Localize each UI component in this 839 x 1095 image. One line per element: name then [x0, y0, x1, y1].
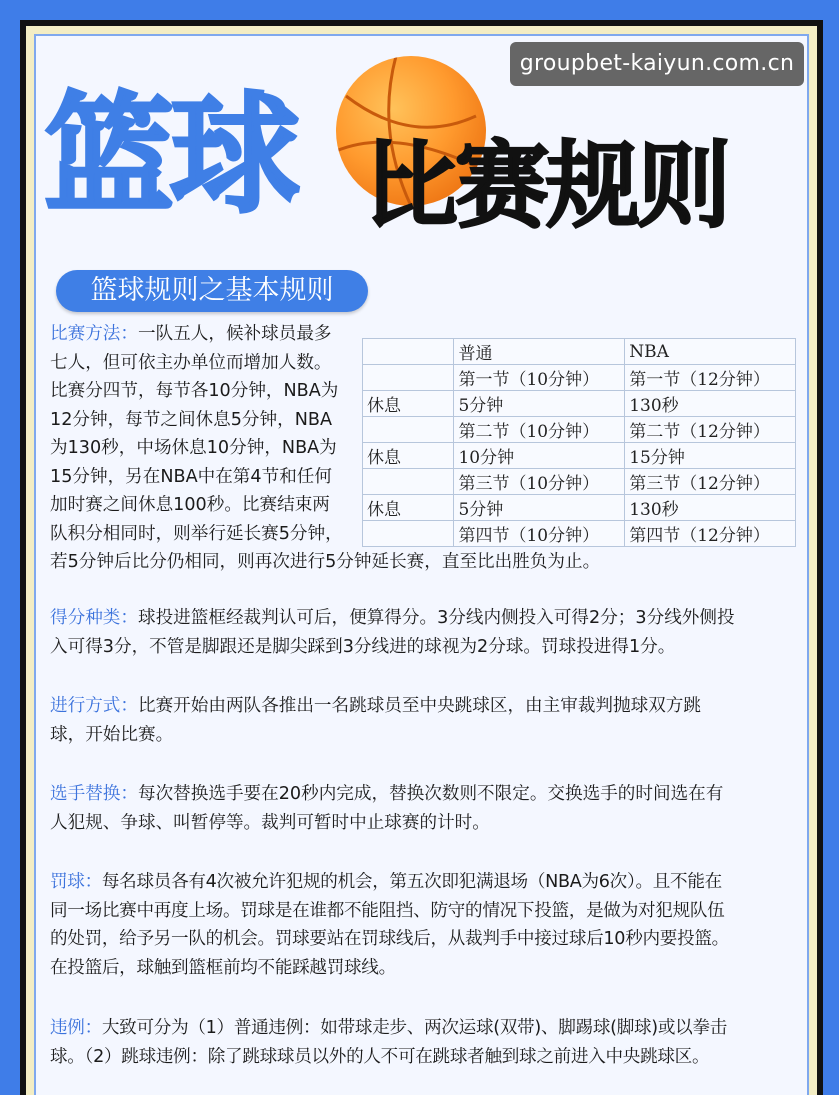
substitution-line: 每次替换选手要在20秒内完成，替换次数则不限定。交换选手的时间选在有 — [137, 784, 724, 804]
table-cell: 130秒 — [625, 495, 796, 521]
table-row — [363, 417, 796, 443]
table-cell — [363, 417, 454, 443]
table-row — [363, 495, 796, 521]
freethrow-paragraph — [50, 868, 809, 982]
section-heading-pill: 篮球规则之基本规则 — [56, 270, 368, 312]
poster-paper — [34, 34, 809, 1095]
violation-label: 违例： — [50, 1018, 102, 1038]
method-label: 比赛方法： — [50, 324, 138, 344]
procedure-line: 球，开始比赛。 — [50, 724, 174, 745]
violation-line: 球。（2）跳球违例：除了跳球球员以外的人不可在跳球者触到球之前进入中央跳球区。 — [50, 1046, 710, 1067]
method-last-line: 若5分钟后比分仍相同，则再次进行5分钟延长赛，直至比出胜负为止。 — [50, 552, 601, 572]
freethrow-line: 在投篮后，球触到篮框前均不能踩越罚球线。 — [50, 957, 396, 978]
table-cell: 15分钟 — [625, 443, 796, 469]
table-cell: 5分钟 — [454, 495, 625, 521]
table-row — [363, 365, 796, 391]
table-cell — [363, 521, 454, 547]
table-cell: 休息 — [363, 495, 454, 521]
table-cell: 第一节（12分钟） — [625, 365, 796, 391]
substitution-label: 选手替换： — [50, 784, 138, 804]
table-cell: 5分钟 — [454, 391, 625, 417]
table-cell: 第二节（12分钟） — [625, 417, 796, 443]
method-line: 为130秒，中场休息10分钟，NBA为 — [50, 438, 337, 458]
table-header-row — [363, 339, 796, 365]
scoring-paragraph — [50, 604, 809, 661]
table-cell: 第四节（10分钟） — [454, 521, 625, 547]
table-cell — [363, 365, 454, 391]
freethrow-line: 每名球员各有4次被允许犯规的机会，第五次即犯满退场（NBA为6次）。且不能在 — [101, 872, 722, 892]
freethrow-line: 的处罚，给予另一队的机会。罚球要站在罚球线后，从裁判手中接过球后10秒内要投篮。 — [50, 929, 729, 949]
procedure-paragraph — [50, 692, 809, 749]
table-cell: NBA — [625, 339, 796, 365]
period-table — [362, 338, 796, 547]
table-cell: 普通 — [454, 339, 625, 365]
procedure-line: 比赛开始由两队各推出一名跳球员至中央跳球区，由主审裁判抛球双方跳 — [137, 696, 701, 716]
method-paragraph — [50, 320, 370, 548]
table-row — [363, 521, 796, 547]
table-row — [363, 443, 796, 469]
substitution-line: 人犯规、争球、叫暂停等。裁判可暂时中止球赛的计时。 — [50, 812, 490, 833]
table-cell: 第二节（10分钟） — [454, 417, 625, 443]
table-cell: 10分钟 — [454, 443, 625, 469]
table-cell: 第三节（12分钟） — [625, 469, 796, 495]
table-cell: 休息 — [363, 443, 454, 469]
table-cell: 第四节（12分钟） — [625, 521, 796, 547]
freethrow-line: 同一场比赛中再度上场。罚球是在谁都不能阻挡、防守的情况下投篮，是做为对犯规队伍 — [50, 900, 725, 921]
scoring-line: 球投进篮框经裁判认可后，便算得分。3分线内侧投入可得2分；3分线外侧投 — [137, 608, 735, 628]
scoring-line: 入可得3分，不管是脚跟还是脚尖踩到3分线进的球视为2分球。罚球投进得1分。 — [50, 636, 676, 657]
table-cell: 第三节（10分钟） — [454, 469, 625, 495]
method-line: 比赛分四节，每节各10分钟，NBA为 — [50, 381, 339, 401]
violation-line: 大致可分为（1）普通违例：如带球走步、两次运球(双带)、脚踢球(脚球)或以拳击 — [101, 1018, 728, 1038]
table-cell: 第一节（10分钟） — [454, 365, 625, 391]
title-black: 比赛规则 — [364, 132, 729, 241]
method-line: 加时赛之间休息100秒。比赛结束两 — [50, 495, 330, 515]
table-cell: 休息 — [363, 391, 454, 417]
table-cell — [363, 469, 454, 495]
table-cell — [363, 339, 454, 365]
method-line: 七人，但可依主办单位而增加人数。 — [50, 352, 332, 373]
method-line: 12分钟，每节之间休息5分钟，NBA — [50, 409, 332, 430]
substitution-paragraph — [50, 780, 809, 837]
freethrow-label: 罚球： — [50, 872, 102, 892]
title-blue: 篮球 — [44, 79, 297, 231]
scoring-label: 得分种类： — [50, 608, 138, 628]
table-cell: 130秒 — [625, 391, 796, 417]
procedure-label: 进行方式： — [50, 696, 138, 716]
watermark-url: groupbet-kaiyun.com.cn — [510, 42, 804, 86]
table-row — [363, 391, 796, 417]
method-line: 一队五人，候补球员最多 — [137, 324, 332, 344]
table-row — [363, 469, 796, 495]
violation-paragraph — [50, 1014, 809, 1071]
method-line: 15分钟，另在NBA中在第4节和任何 — [50, 466, 332, 487]
method-line: 队积分相同时，则举行延长赛5分钟， — [50, 523, 343, 544]
